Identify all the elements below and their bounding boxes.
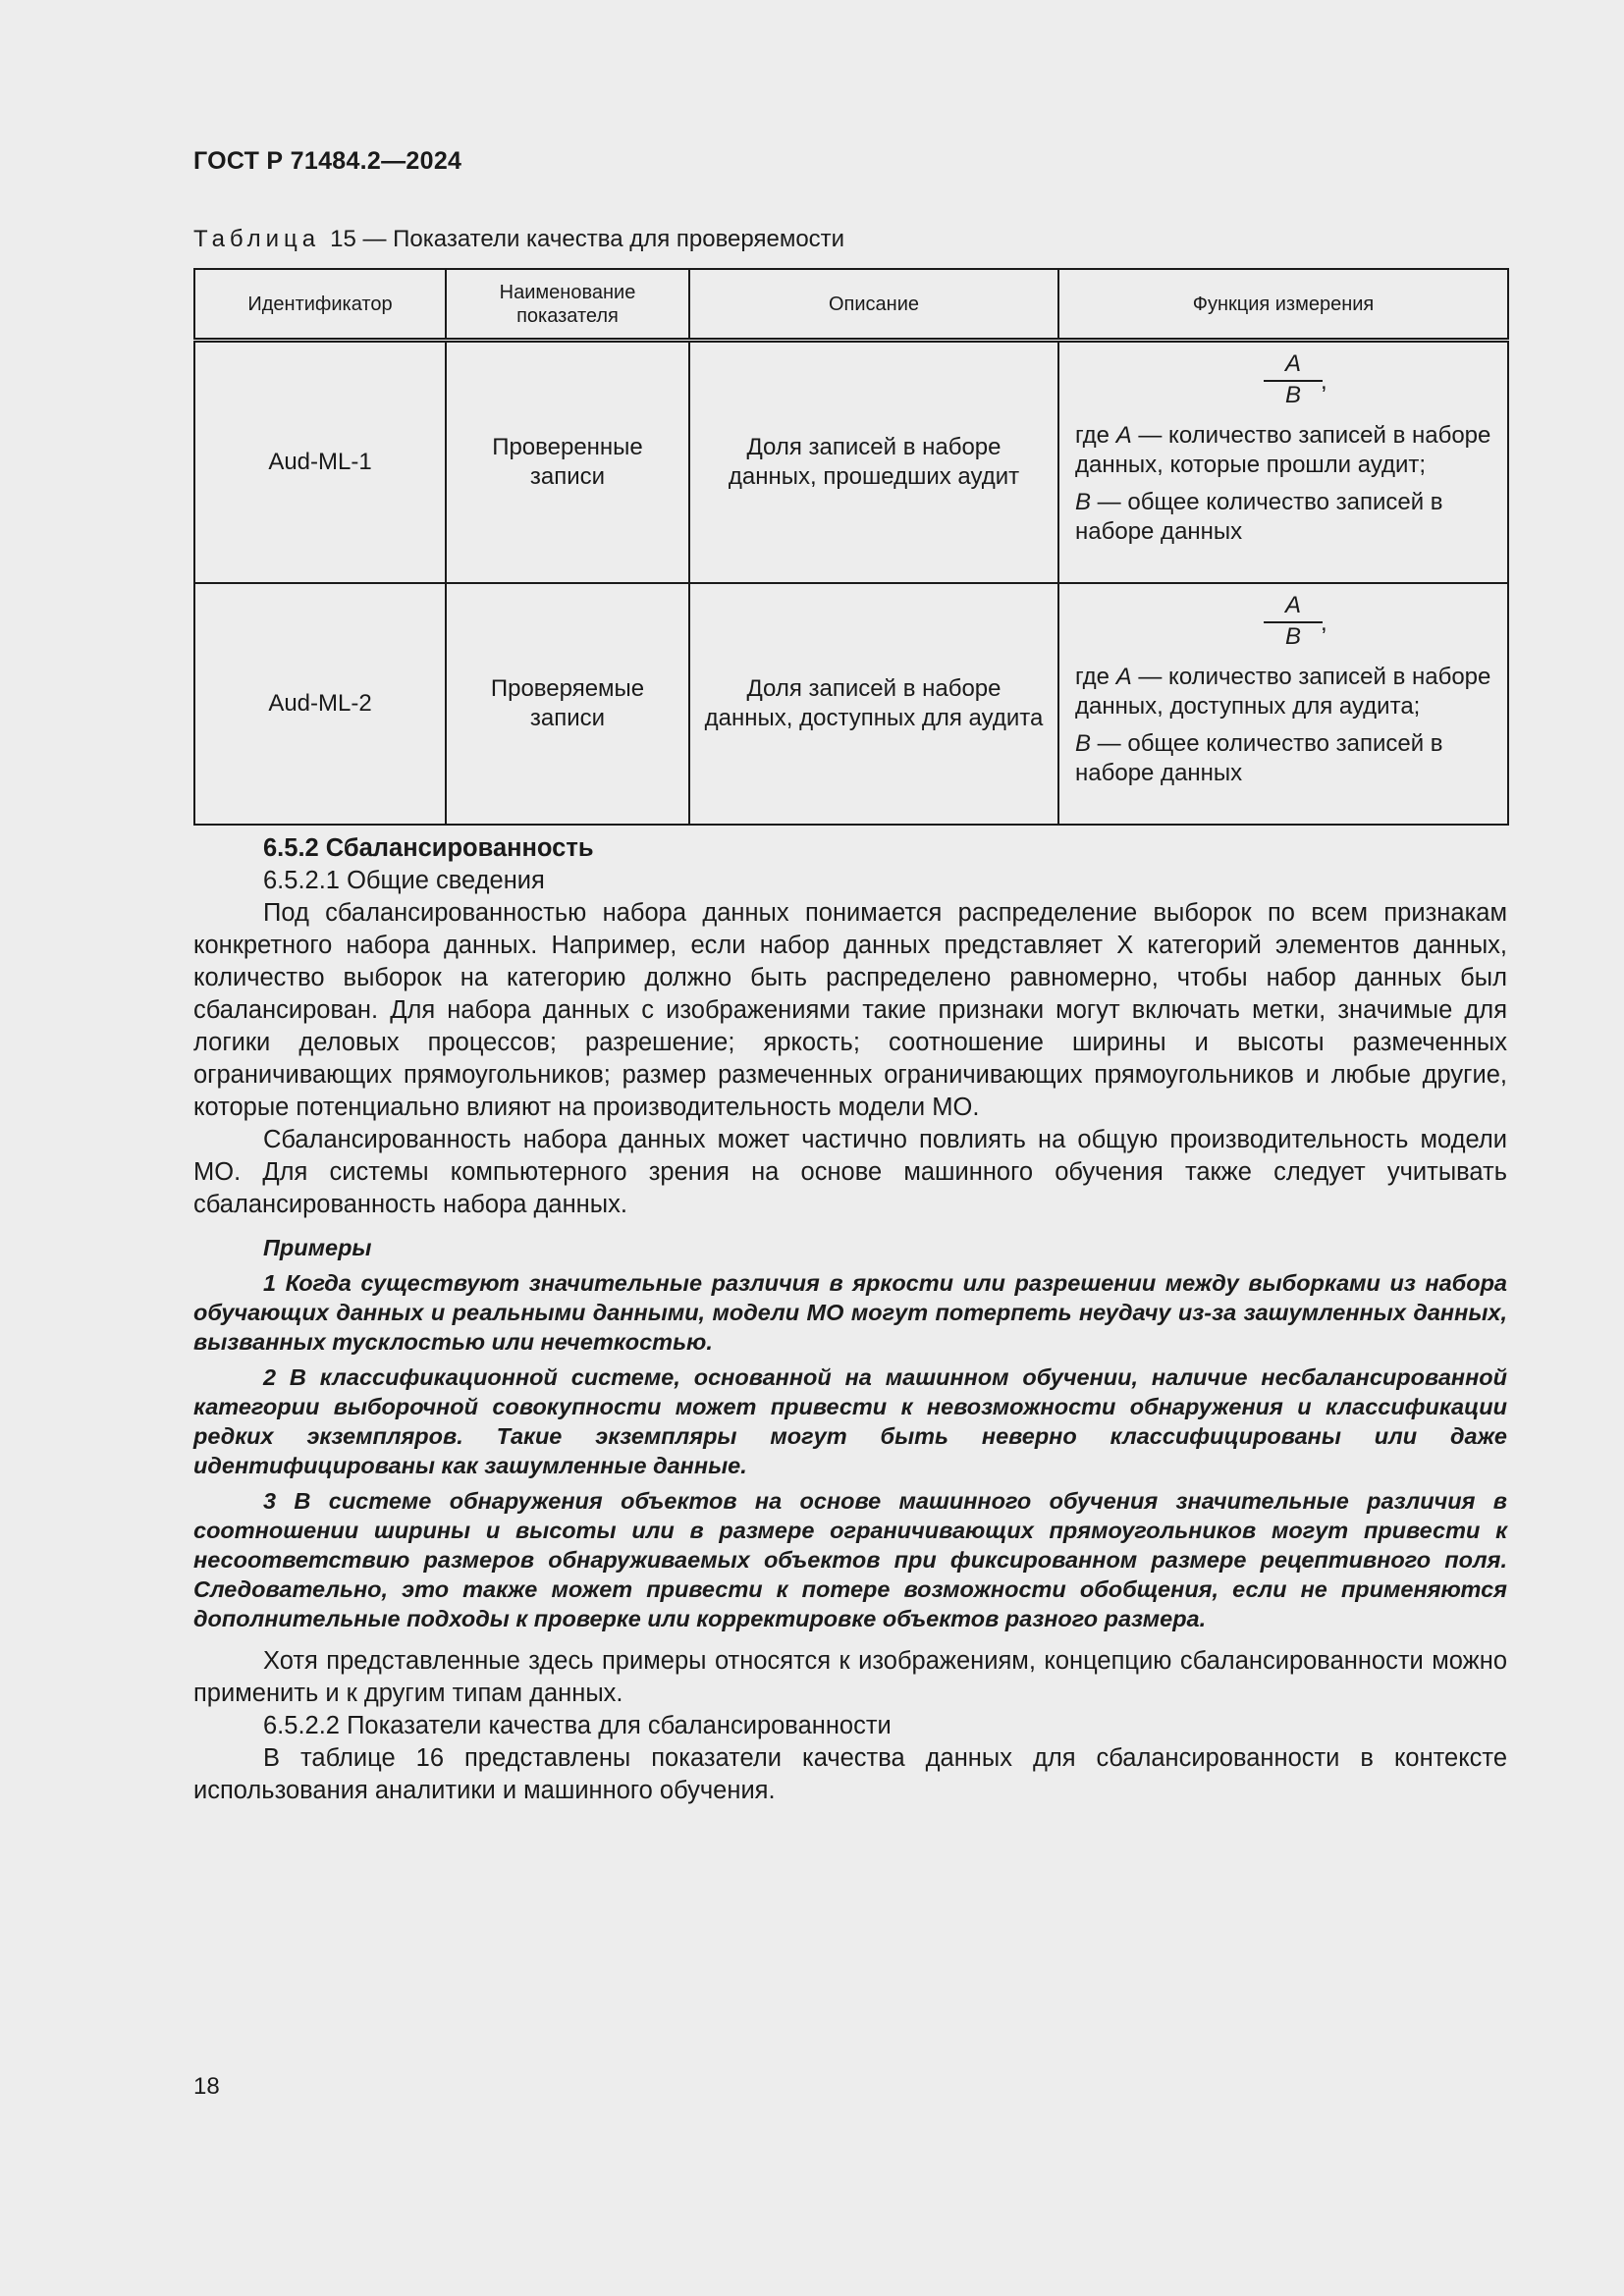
column-header-identifier: Идентификатор (194, 269, 446, 341)
examples-title: Примеры (263, 1235, 372, 1260)
document-header: ГОСТ Р 71484.2—2024 (193, 147, 462, 175)
formula-legend-b: B — общее количество записей в наборе данных (1075, 489, 1443, 545)
formula-fraction (1264, 350, 1327, 409)
cell-identifier: Aud-ML-1 (194, 341, 446, 584)
paragraph-other-data-types: Хотя представленные здесь примеры относятся к изображениям, концепцию сбалансированности можно применить и к другим типам данных. (193, 1647, 1507, 1707)
formula-fraction (1264, 592, 1327, 651)
table-row (194, 341, 1508, 584)
subsection-heading-general: 6.5.2.1 Общие сведения (263, 867, 545, 894)
formula-numerator: A (1264, 592, 1323, 623)
formula-numerator: A (1264, 350, 1323, 382)
example-1: 1 Когда существуют значительные различия в яркости или разрешении между выборками из набора обучающих данных и реальными данными, модели МО могут потерпеть неудачу из-за зашумленных данных, вызванных тусклостью или нечеткостью. (193, 1270, 1507, 1355)
column-header-function: Функция измерения (1058, 269, 1508, 341)
formula-legend-b: B — общее количество записей в наборе данных (1075, 730, 1443, 786)
table-caption-text: 15 — Показатели качества для проверяемости (330, 226, 845, 252)
column-header-name: Наименование показателя (446, 269, 689, 341)
cell-description: Доля записей в наборе данных, доступных для аудита (689, 583, 1058, 825)
table-caption-label: Таблица (193, 226, 321, 252)
table-caption (193, 226, 844, 253)
formula-comma: , (1321, 368, 1327, 395)
column-header-description: Описание (689, 269, 1058, 341)
table-row (194, 583, 1508, 825)
section-body (193, 832, 1507, 1807)
page-number: 18 (193, 2073, 220, 2100)
cell-function (1058, 583, 1508, 825)
formula-comma: , (1321, 610, 1327, 636)
formula-denominator: B (1284, 382, 1301, 408)
example-2: 2 В классификационной системе, основанной на машинном обучении, наличие несбалансированной категории выборочной совокупности может привести к невозможности обнаружения и классификации редких экземпляров. Такие экземпляры могут быть неверно классифицированы или даже идентифицированы как зашумленные данные. (193, 1364, 1507, 1478)
table-header-row (194, 269, 1508, 341)
quality-indicators-table (193, 268, 1509, 826)
formula-denominator: B (1284, 623, 1301, 650)
cell-name: Проверяемые записи (446, 583, 689, 825)
cell-identifier: Aud-ML-2 (194, 583, 446, 825)
subsection-heading-indicators: 6.5.2.2 Показатели качества для сбалансированности (263, 1712, 892, 1739)
section-heading: 6.5.2 Сбалансированность (263, 834, 594, 862)
paragraph-influence: Сбалансированность набора данных может частично повлиять на общую производительность модели МО. Для системы компьютерного зрения на основе машинного обучения также следует учитывать сбалансированность набора данных. (193, 1126, 1507, 1218)
example-3: 3 В системе обнаружения объектов на основе машинного обучения значительные различия в соотношении ширины и высоты или в размере ограничивающих прямоугольников могут привести к несоответствию размеров обнаруживаемых объектов при фиксированном размере рецептивного поля. Следовательно, это также может привести к потере возможности обобщения, если не применяются дополнительные подходы к проверке или корректировке объектов разного размера. (193, 1488, 1507, 1631)
paragraph-table-reference: В таблице 16 представлены показатели качества данных для сбалансированности в контексте использования аналитики и машинного обучения. (193, 1744, 1507, 1804)
formula-legend-a: где A — количество записей в наборе данных, которые прошли аудит; (1075, 422, 1491, 478)
paragraph-definition: Под сбалансированностью набора данных понимается распределение выборок по всем признакам конкретного набора данных. Например, если набор данных представляет Х категорий элементов данных, количество выборок на категорию должно быть распределено равномерно, чтобы набор данных был сбалансирован. Для набора данных с изображениями такие признаки могут включать метки, значимые для логики деловых процессов; разрешение; яркость; соотношение ширины и высоты размеченных ограничивающих прямоугольников; размер размеченных ограничивающих прямоугольников и любые другие, которые потенциально влияют на производительность модели МО. (193, 899, 1507, 1121)
formula-legend-a: где A — количество записей в наборе данных, доступных для аудита; (1075, 664, 1491, 720)
cell-name: Проверенные записи (446, 341, 689, 584)
cell-description: Доля записей в наборе данных, прошедших аудит (689, 341, 1058, 584)
cell-function (1058, 341, 1508, 584)
